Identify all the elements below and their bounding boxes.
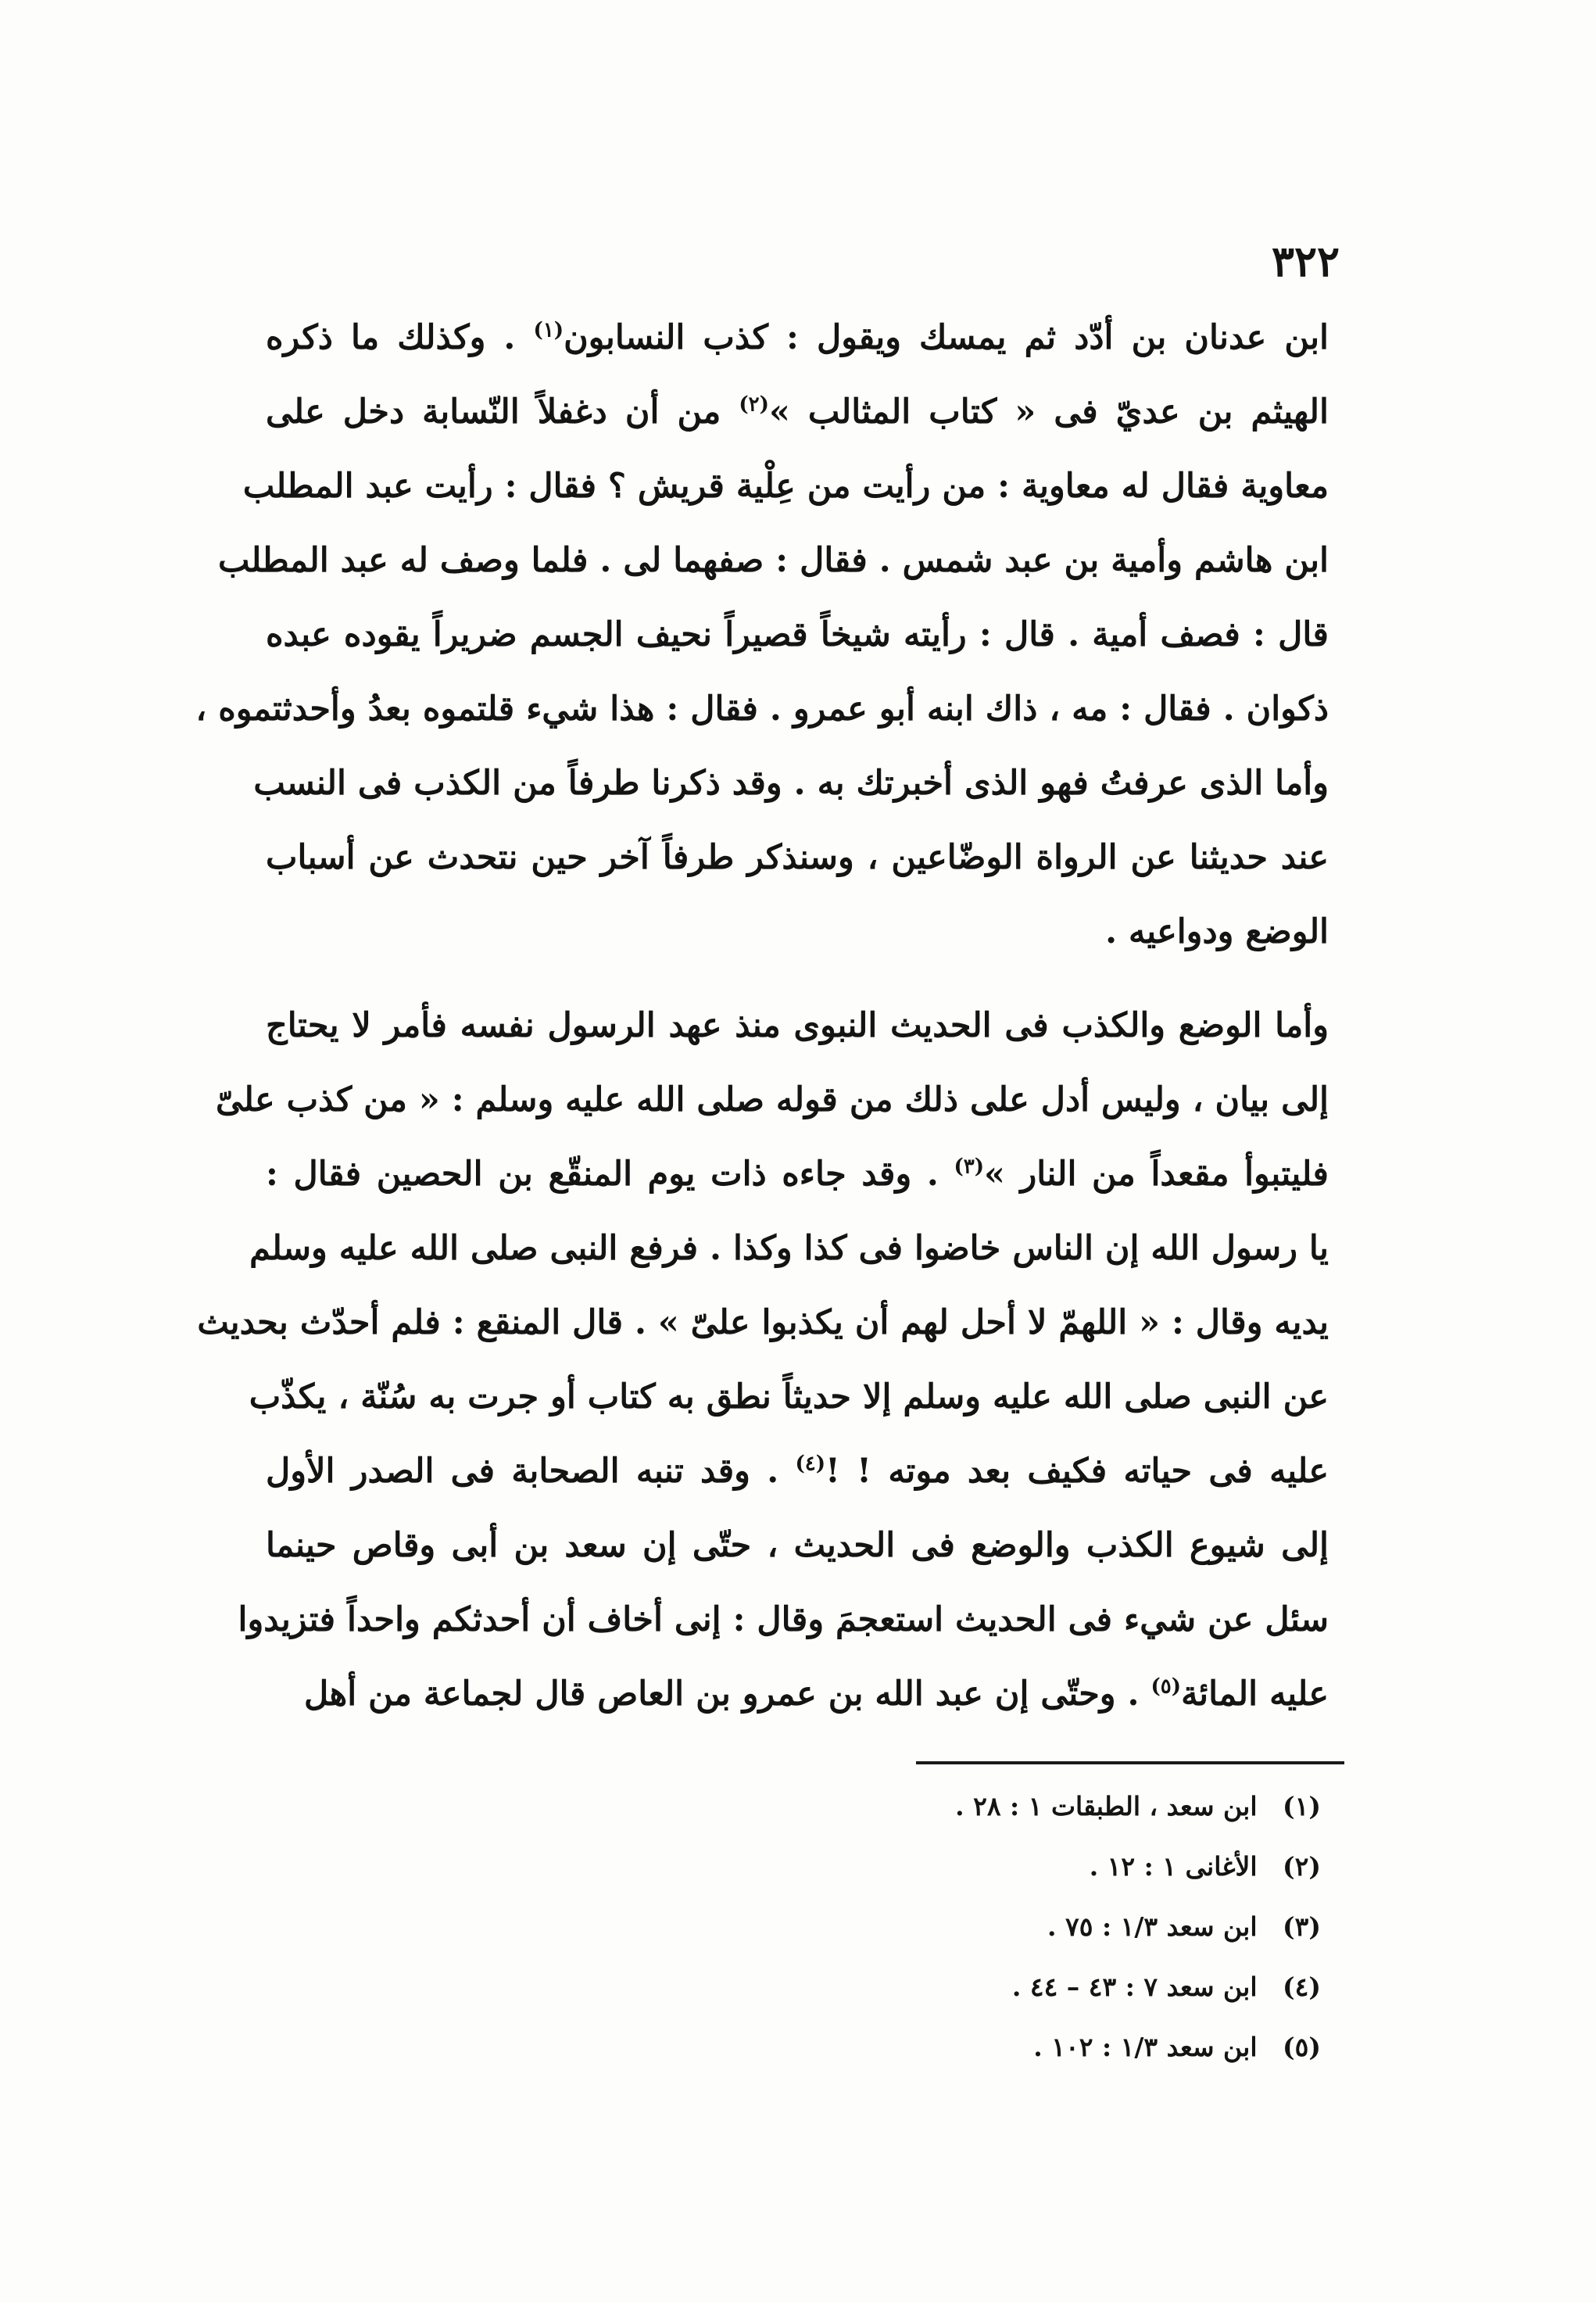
footnote-number: (٣) <box>1283 1911 1321 1942</box>
page-number: ٣٢٢ <box>1271 236 1340 286</box>
text-segment: . وكذلك ما ذكره <box>266 318 534 357</box>
text-segment: . وحتّى إن عبد الله بن عمرو بن العاص قال لجماعة من أهل <box>303 1674 1151 1714</box>
text-line <box>266 895 1329 969</box>
text-segment: فليتبوأ مقعداً من النار » <box>984 1155 1329 1194</box>
text-segment: ابن عدنان بن أدّد ثم يمسك ويقول : كذب النسابون <box>564 318 1329 357</box>
text-line <box>215 1063 1329 1137</box>
footnote-reference[interactable]: (٣) <box>954 1155 985 1179</box>
text-segment: سئل عن شيء فى الحديث استعجمَ وقال : إنى أخاف أن أحدثكم واحداً فتزيدوا <box>238 1600 1329 1639</box>
text-line <box>249 1212 1329 1286</box>
footnote <box>852 1896 1321 1957</box>
footnote <box>852 1836 1321 1896</box>
text-line <box>249 1360 1329 1434</box>
text-segment: قال : فصف أمية . قال : رأيته شيخاً قصيراً نحيف الجسم ضريراً يقوده عبده <box>266 615 1329 654</box>
text-segment: يديه وقال : « اللهمّ لا أحل لهم أن يكذبوا علىّ » . قال المنقع : فلم أحدّث بحديث <box>197 1303 1329 1342</box>
text-segment: إلى شيوع الكذب والوضع فى الحديث ، حتّى إن سعد بن أبى وقاص حينما <box>266 1526 1329 1565</box>
footnote-reference[interactable]: (٥) <box>1150 1674 1182 1699</box>
text-line <box>197 1286 1329 1360</box>
text-line <box>266 989 1329 1063</box>
footnote-text: الأغانى ١ : ١٢ . <box>1089 1851 1266 1882</box>
text-segment: . وقد تنبه الصحابة فى الصدر الأول <box>266 1452 796 1491</box>
footnote-number: (٢) <box>1283 1851 1321 1882</box>
text-line <box>266 1137 1329 1212</box>
footnote <box>852 1776 1321 1836</box>
footnote-divider <box>916 1761 1344 1764</box>
footnote-reference[interactable]: (٢) <box>739 392 769 417</box>
text-line <box>218 524 1329 598</box>
footnote-number: (١) <box>1283 1791 1321 1821</box>
text-segment: ذكوان . فقال : مه ، ذاك ابنه أبو عمرو . فقال : هذا شيء قلتموه بعدُ وأحدثتموه ، <box>195 689 1329 729</box>
footnote-text: ابن سعد ١/٣ : ٧٥ . <box>1047 1911 1266 1942</box>
text-segment: عن النبى صلى الله عليه وسلم إلا حديثاً نطق به كتاب أو جرت به سُنّة ، يكذّب <box>249 1377 1329 1417</box>
text-line <box>266 598 1329 672</box>
footnote-reference[interactable]: (١) <box>533 318 564 342</box>
text-segment: الوضع ودواعيه . <box>1105 912 1329 951</box>
text-line <box>242 449 1329 524</box>
footnote <box>852 1957 1321 2017</box>
paragraph <box>197 989 1329 1732</box>
text-line <box>253 747 1329 821</box>
footnote <box>852 2017 1321 2077</box>
text-segment: معاوية فقال له معاوية : من رأيت من عِلْية قريش ؟ فقال : رأيت عبد المطلب <box>242 467 1329 506</box>
text-line <box>266 375 1329 449</box>
footnote-reference[interactable]: (٤) <box>795 1452 826 1476</box>
text-segment: . وقد جاءه ذات يوم المنقّع بن الحصين فقال : <box>266 1155 954 1194</box>
text-line <box>266 821 1329 895</box>
text-segment: يا رسول الله إن الناس خاضوا فى كذا وكذا . فرفع النبى صلى الله عليه وسلم <box>249 1229 1329 1268</box>
footnote-number: (٥) <box>1283 2032 1321 2062</box>
footnotes-list <box>852 1776 1321 2077</box>
text-line <box>195 672 1329 747</box>
text-segment: من أن دغفلاً النّسابة دخل على <box>266 392 739 432</box>
text-segment: عند حديثنا عن الرواة الوضّاعين ، وسنذكر طرفاً آخر حين نتحدث عن أسباب <box>266 838 1329 877</box>
footnote-text: ابن سعد ١/٣ : ١٠٢ . <box>1033 2032 1266 2062</box>
footnote-text: ابن سعد ٧ : ٤٣ – ٤٤ . <box>1011 1972 1266 2002</box>
text-segment: الهيثم بن عديّ فى « كتاب المثالب » <box>768 392 1329 432</box>
text-line <box>266 1657 1329 1732</box>
footnote-number: (٤) <box>1283 1972 1321 2002</box>
text-line <box>266 301 1329 375</box>
text-segment: عليه فى حياته فكيف بعد موته ! ! <box>825 1452 1329 1491</box>
paragraph <box>195 301 1329 969</box>
text-segment: وأما الذى عرفتُ فهو الذى أخبرتك به . وقد ذكرنا طرفاً من الكذب فى النسب <box>253 764 1329 803</box>
footnote-text: ابن سعد ، الطبقات ١ : ٢٨ . <box>955 1791 1266 1821</box>
text-segment: إلى بيان ، وليس أدل على ذلك من قوله صلى الله عليه وسلم : « من كذب علىّ <box>215 1080 1329 1119</box>
text-segment: عليه المائة <box>1181 1674 1329 1714</box>
text-line <box>238 1583 1329 1657</box>
text-segment: ابن هاشم وأمية بن عبد شمس . فقال : صفهما لى . فلما وصف له عبد المطلب <box>218 541 1329 580</box>
text-segment: وأما الوضع والكذب فى الحديث النبوى منذ عهد الرسول نفسه فأمر لا يحتاج <box>266 1006 1329 1045</box>
text-line <box>266 1509 1329 1583</box>
text-line <box>266 1434 1329 1509</box>
